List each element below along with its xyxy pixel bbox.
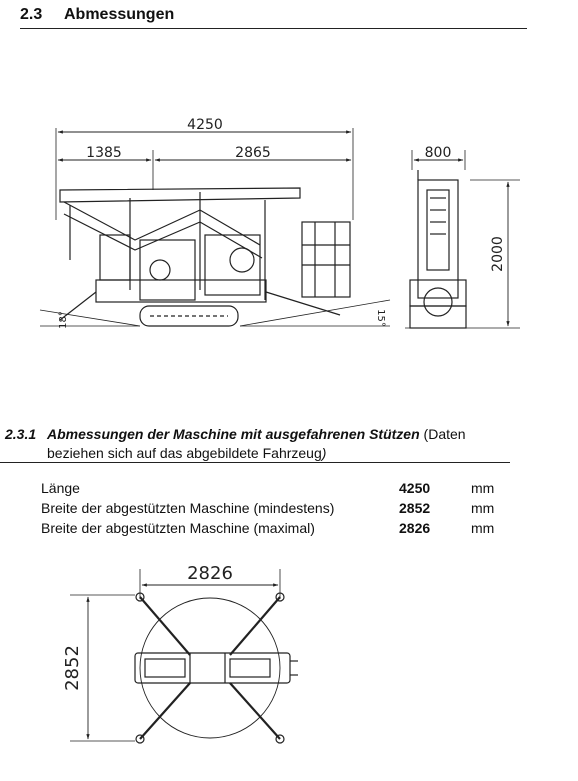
section-number: 2.3: [20, 6, 43, 23]
spec-unit: mm: [471, 520, 495, 536]
angle-left: 18°: [58, 311, 69, 329]
machine-top-outline: [135, 653, 298, 683]
paren-open: (: [423, 426, 429, 442]
subsection-rule: [0, 462, 510, 463]
spec-label: Breite der abgestützten Maschine (maximal): [41, 520, 315, 536]
top-dim-width: 2826: [187, 563, 233, 584]
dimensions-table: [41, 478, 511, 538]
spec-label: Länge: [41, 480, 80, 496]
subsection-number: 2.3.1: [5, 426, 37, 442]
top-view-drawing: [0, 555, 578, 781]
angle-right: 15°: [375, 309, 386, 327]
subsection-note: [47, 445, 326, 461]
spec-value: 2826: [399, 520, 431, 536]
paren-close: ): [321, 445, 327, 461]
dim-right: 2865: [235, 145, 271, 161]
front-dim-width: 800: [424, 145, 452, 161]
spec-unit: mm: [471, 500, 495, 516]
section-heading: [20, 6, 174, 24]
machine-side-outline: [60, 188, 350, 326]
section-title: Abmessungen: [64, 6, 175, 23]
dim-left: 1385: [86, 145, 122, 161]
spec-value: 4250: [399, 480, 431, 496]
subsection-note-line1: Daten: [428, 426, 466, 442]
subsection-title: Abmessungen der Maschine mit ausgefahrenen Stützen: [47, 426, 420, 442]
subsection-heading: [5, 426, 466, 442]
heading-rule: [20, 28, 527, 29]
side-and-front-view-drawing: [0, 110, 578, 342]
machine-front-outline: [410, 170, 466, 328]
subsection-note-line2: beziehen sich auf das abgebildete Fahrzeug: [47, 445, 322, 461]
spec-value: 2852: [399, 500, 431, 516]
dim-total: 4250: [187, 117, 223, 133]
table-row: [41, 518, 511, 538]
spec-label: Breite der abgestützten Maschine (mindestens): [41, 500, 335, 516]
front-dim-height: 2000: [490, 236, 506, 272]
outrigger-cross: [136, 593, 284, 743]
top-dim-height: 2852: [62, 645, 83, 691]
table-row: [41, 498, 511, 518]
table-row: [41, 478, 511, 498]
spec-unit: mm: [471, 480, 495, 496]
